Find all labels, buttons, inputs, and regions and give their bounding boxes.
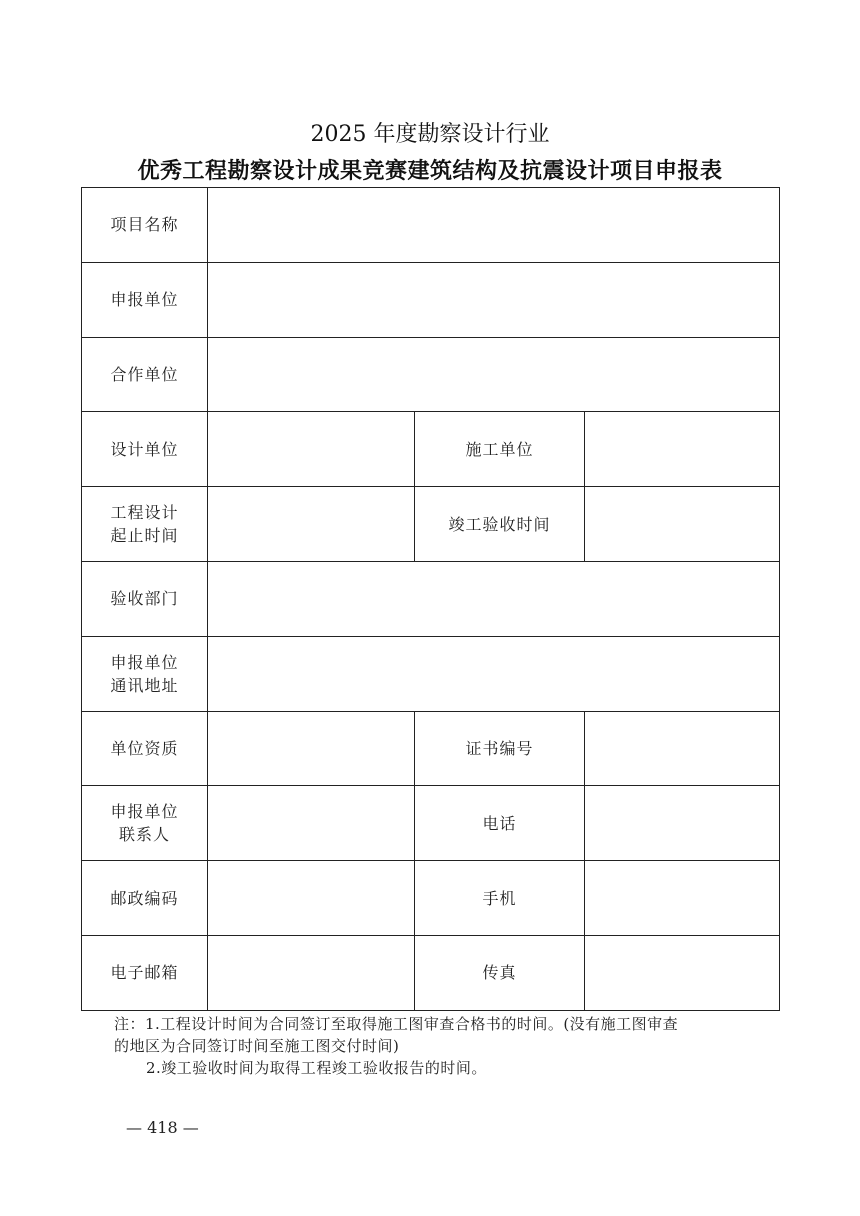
label-design-period [82, 487, 208, 562]
label-qualification: 单位资质 [82, 711, 208, 786]
label-contact-person-line-2: 联系人 [118, 825, 170, 845]
label-acceptance-department: 验收部门 [82, 561, 208, 636]
row-email-fax [82, 935, 780, 1010]
row-mailing-address [82, 636, 780, 711]
field-mobile[interactable] [585, 861, 780, 936]
field-design-unit[interactable] [208, 412, 415, 487]
field-project-name[interactable] [208, 188, 780, 263]
field-postal-code[interactable] [208, 861, 415, 936]
label-contact-person-line-1: 申报单位 [110, 802, 179, 822]
field-cooperating-unit[interactable] [208, 337, 780, 412]
label-fax: 传真 [415, 935, 585, 1010]
field-fax[interactable] [585, 935, 780, 1010]
label-email: 电子邮箱 [82, 935, 208, 1010]
label-mailing-address [82, 636, 208, 711]
label-mobile: 手机 [415, 861, 585, 936]
field-qualification[interactable] [208, 711, 415, 786]
label-certificate-number: 证书编号 [415, 711, 585, 786]
label-project-name: 项目名称 [82, 188, 208, 263]
label-design-period-line-1: 工程设计 [110, 503, 179, 523]
row-applicant-unit [82, 262, 780, 337]
field-completion-acceptance-time[interactable] [585, 487, 780, 562]
row-design-construction-unit [82, 412, 780, 487]
field-contact-person[interactable] [208, 786, 415, 861]
label-mailing-address-line-2: 通讯地址 [110, 675, 179, 695]
label-completion-acceptance-time: 竣工验收时间 [415, 487, 585, 562]
note-line-2: 的地区为合同签订时间至施工图交付时间) [114, 1037, 400, 1055]
label-construction-unit: 施工单位 [415, 412, 585, 487]
label-design-period-line-2: 起止时间 [110, 526, 179, 546]
label-applicant-unit: 申报单位 [82, 262, 208, 337]
field-certificate-number[interactable] [585, 711, 780, 786]
row-project-name [82, 188, 780, 263]
field-mailing-address[interactable] [208, 636, 780, 711]
page-number: — 418 — [126, 1118, 199, 1137]
form-title-line-2: 优秀工程勘察设计成果竞赛建筑结构及抗震设计项目申报表 [137, 158, 723, 184]
label-mailing-address-line-1: 申报单位 [110, 652, 179, 672]
label-cooperating-unit: 合作单位 [82, 337, 208, 412]
label-contact-person [82, 786, 208, 861]
application-form-table [81, 187, 780, 1011]
label-telephone: 电话 [415, 786, 585, 861]
field-email[interactable] [208, 935, 415, 1010]
form-title-line-1: 2025 年度勘察设计行业 [310, 122, 550, 147]
label-postal-code: 邮政编码 [82, 861, 208, 936]
note-line-3: 2.竣工验收时间为取得工程竣工验收报告的时间。 [146, 1059, 487, 1077]
field-applicant-unit[interactable] [208, 262, 780, 337]
row-design-period [82, 487, 780, 562]
note-line-1: 注：1.工程设计时间为合同签订至取得施工图审查合格书的时间。(没有施工图审查 [114, 1015, 679, 1033]
row-cooperating-unit [82, 337, 780, 412]
field-telephone[interactable] [585, 786, 780, 861]
field-acceptance-department[interactable] [208, 561, 780, 636]
label-design-unit: 设计单位 [82, 412, 208, 487]
row-qualification [82, 711, 780, 786]
row-postal-mobile [82, 861, 780, 936]
form-notes [114, 1013, 764, 1079]
field-construction-unit[interactable] [585, 412, 780, 487]
field-design-period[interactable] [208, 487, 415, 562]
row-acceptance-department [82, 561, 780, 636]
row-contact [82, 786, 780, 861]
